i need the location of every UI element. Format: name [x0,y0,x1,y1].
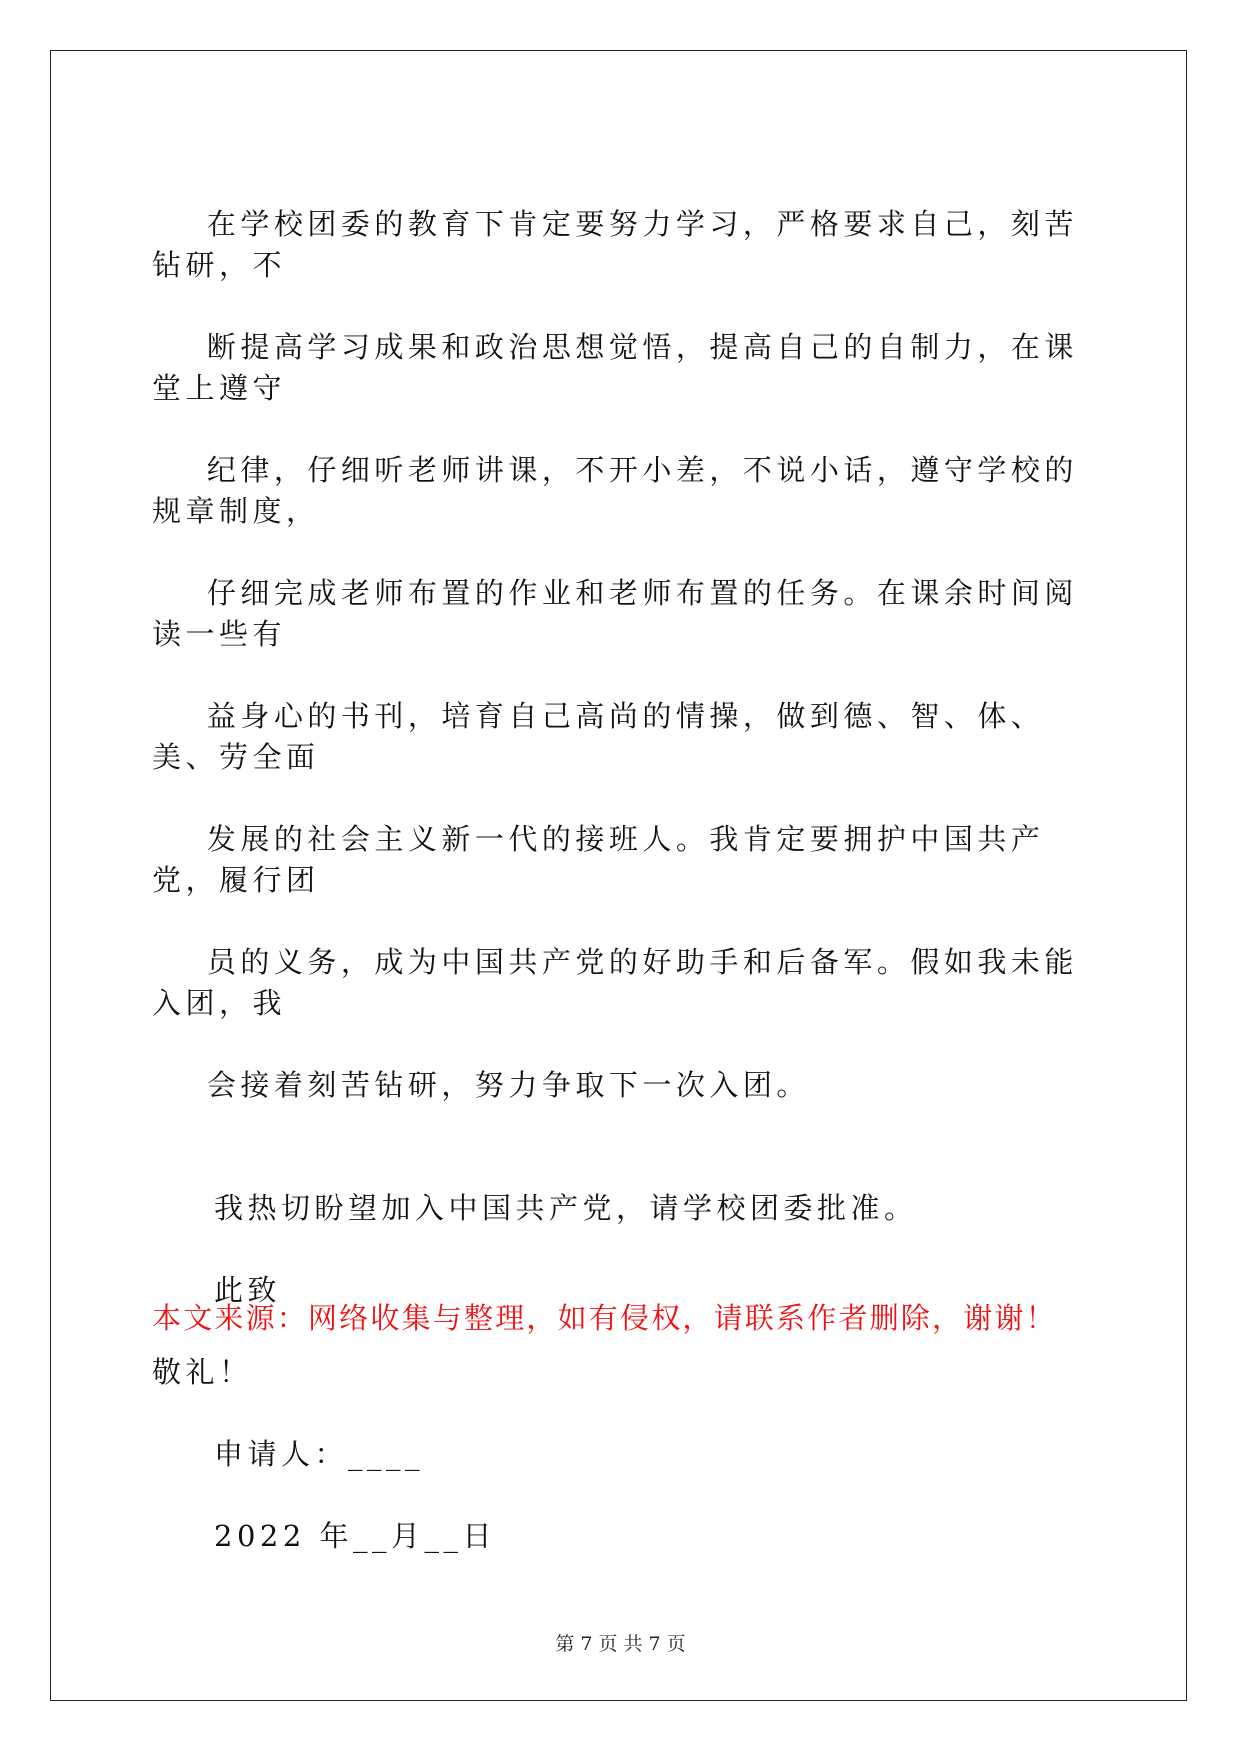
paragraph-line: 益身心的书刊，培育自己高尚的情操，做到德、智、体、美、劳全面 [152,699,1045,774]
copyright-notice: 本文来源：网络收集与整理，如有侵权，请联系作者删除，谢谢！ [152,1301,1057,1335]
paragraph-line: 仔细完成老师布置的作业和老师布置的任务。在课余时间阅读一些有 [152,576,1078,651]
paragraph-request: 我热切盼望加入中国共产党，请学校团委批准。 [214,1191,918,1225]
paragraph-line: 员的义务，成为中国共产党的好助手和后备军。假如我未能入团，我 [152,945,1078,1020]
salutation-cizhi: 此致 [214,1273,282,1307]
date-line: 2022 年__月__日 [214,1519,497,1553]
paragraph-line: 会接着刻苦钻研，努力争取下一次入团。 [206,1068,810,1102]
paragraph-line: 发展的社会主义新一代的接班人。我肯定要拥护中国共产党，履行团 [152,822,1045,897]
paragraph-line: 在学校团委的教育下肯定要努力学习，严格要求自己，刻苦钻研，不 [152,207,1078,282]
paragraph-main [152,163,1092,1147]
document-body [152,163,1092,1598]
page-footer: 第 7 页 共 7 页 [555,1633,686,1655]
paragraph-line: 断提高学习成果和政治思想觉悟，提高自己的自制力，在课堂上遵守 [152,330,1078,405]
paragraph-line: 纪律，仔细听老师讲课，不开小差，不说小话，遵守学校的规章制度， [152,453,1078,528]
salutation-jingli: 敬礼！ [152,1355,253,1389]
applicant-signature: 申请人：____ [214,1437,425,1471]
